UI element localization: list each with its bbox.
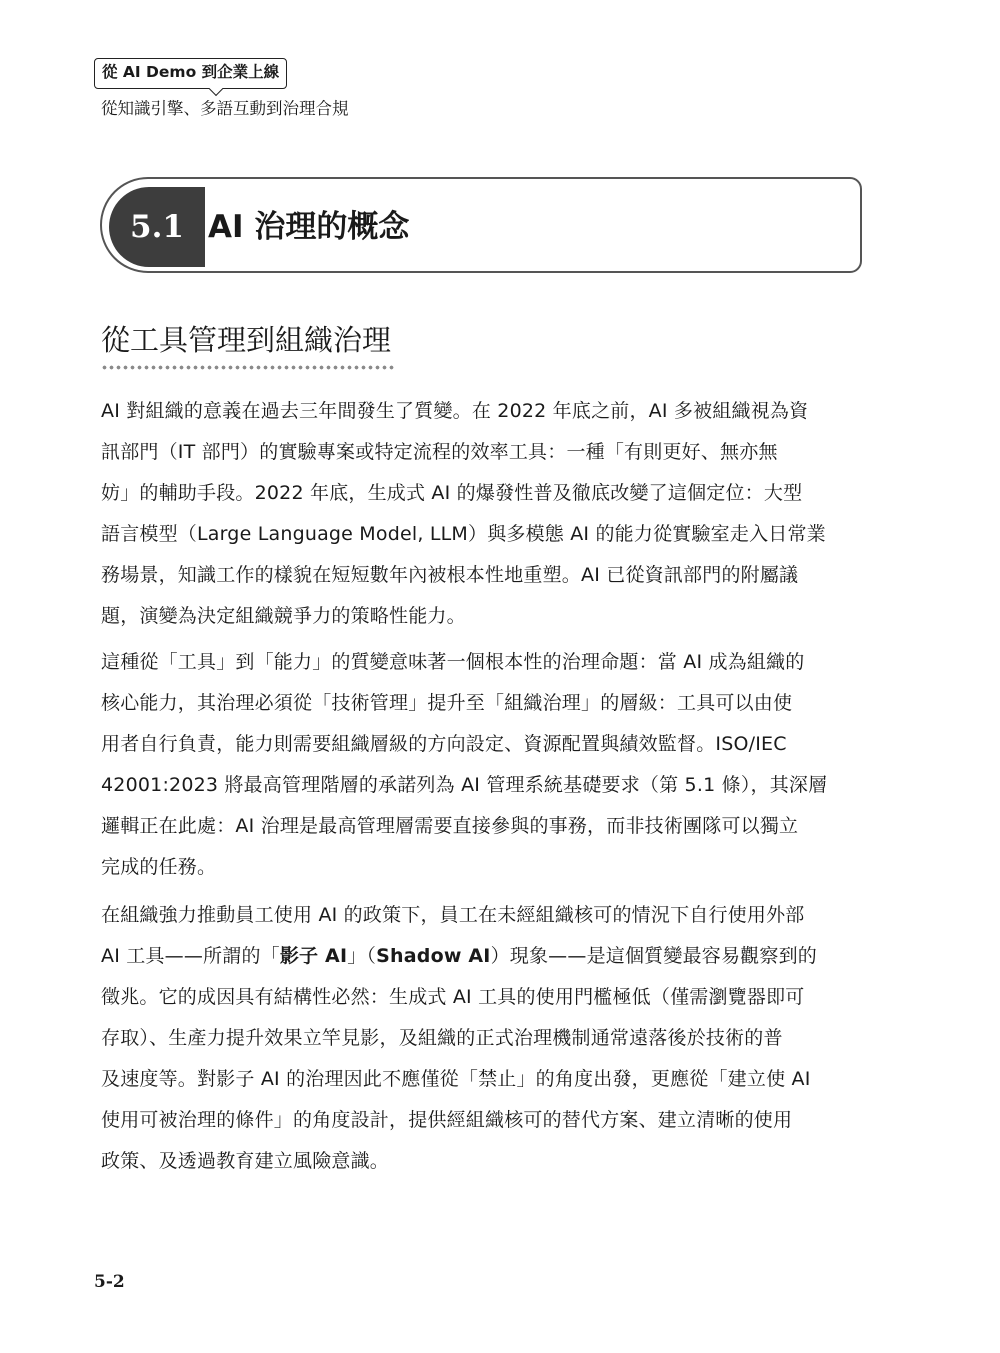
paragraph-line: 42001:2023 將最高管理階層的承諾列為 AI 管理系統基礎要求（第 5.1 條），其深層 [101,774,828,796]
line-segment: ）現象——是這個質變最容易觀察到的 [490,945,817,967]
paragraph-line: 妨」的輔助手段。2022 年底，生成式 AI 的爆發性普及徹底改變了這個定位：大型 [101,482,803,504]
book-title: 從 AI Demo 到企業上線 [94,58,287,89]
heading-dotted-rule [101,364,395,371]
paragraph-line: AI 對組織的意義在過去三年間發生了質變。在 2022 年底之前，AI 多被組織視為資 [101,400,809,422]
paragraph-line: 這種從「工具」到「能力」的質變意味著一個根本性的治理命題：當 AI 成為組織的 [101,651,805,673]
section-title: AI 治理的概念 [208,209,410,245]
paragraph-line: 語言模型（Large Language Model, LLM）與多模態 AI 的能力從實驗室走入日常業 [101,523,826,545]
paragraph-line: 政策、及透過教育建立風險意識。 [101,1150,390,1172]
paragraph-line: 完成的任務。 [101,856,217,878]
paragraph-line: 題，演變為決定組織競爭力的策略性能力。 [101,605,466,627]
term-shadow-ai-zh: 影子 AI [279,945,348,967]
line-segment: AI 工具——所謂的「 [101,945,280,967]
line-segment: 」（ [347,945,377,967]
paragraph-line: 務場景，知識工作的樣貌在短短數年內被根本性地重塑。AI 已從資訊部門的附屬議 [101,564,799,586]
paragraph-line: 訊部門（IT 部門）的實驗專案或特定流程的效率工具：一種「有則更好、無亦無 [101,441,778,463]
paragraph-line: 核心能力，其治理必須從「技術管理」提升至「組織治理」的層級：工具可以由使 [101,692,793,714]
paragraph-2 [101,642,871,888]
paragraph-line: 邏輯正在此處：AI 治理是最高管理層需要直接參與的事務，而非技術團隊可以獨立 [101,815,799,837]
term-shadow-ai-en: Shadow AI [376,945,491,967]
paragraph-line: 徵兆。它的成因具有結構性必然：生成式 AI 工具的使用門檻極低（僅需瀏覽器即可 [101,986,805,1008]
paragraph-3 [101,895,871,1182]
section-number: 5.1 [109,187,205,267]
page-number: 5-2 [94,1272,125,1292]
paragraph-line-with-term [101,936,871,977]
paragraph-line: 用者自行負責，能力則需要組織層級的方向設定、資源配置與績效監督。ISO/IEC [101,733,787,755]
paragraph-1 [101,391,871,637]
paragraph-line: 在組織強力推動員工使用 AI 的政策下，員工在未經組織核可的情況下自行使用外部 [101,904,805,926]
book-subtitle: 從知識引擎、多語互動到治理合規 [101,99,349,118]
paragraph-line: 存取）、生產力提升效果立竿見影，及組織的正式治理機制通常遠落後於技術的普 [101,1027,783,1049]
paragraph-line: 使用可被治理的條件」的角度設計，提供經組織核可的替代方案、建立清晰的使用 [101,1109,793,1131]
paragraph-line: 及速度等。對影子 AI 的治理因此不應僅從「禁止」的角度出發，更應從「建立使 AI [101,1068,811,1090]
subsection-heading: 從工具管理到組織治理 [101,323,392,357]
